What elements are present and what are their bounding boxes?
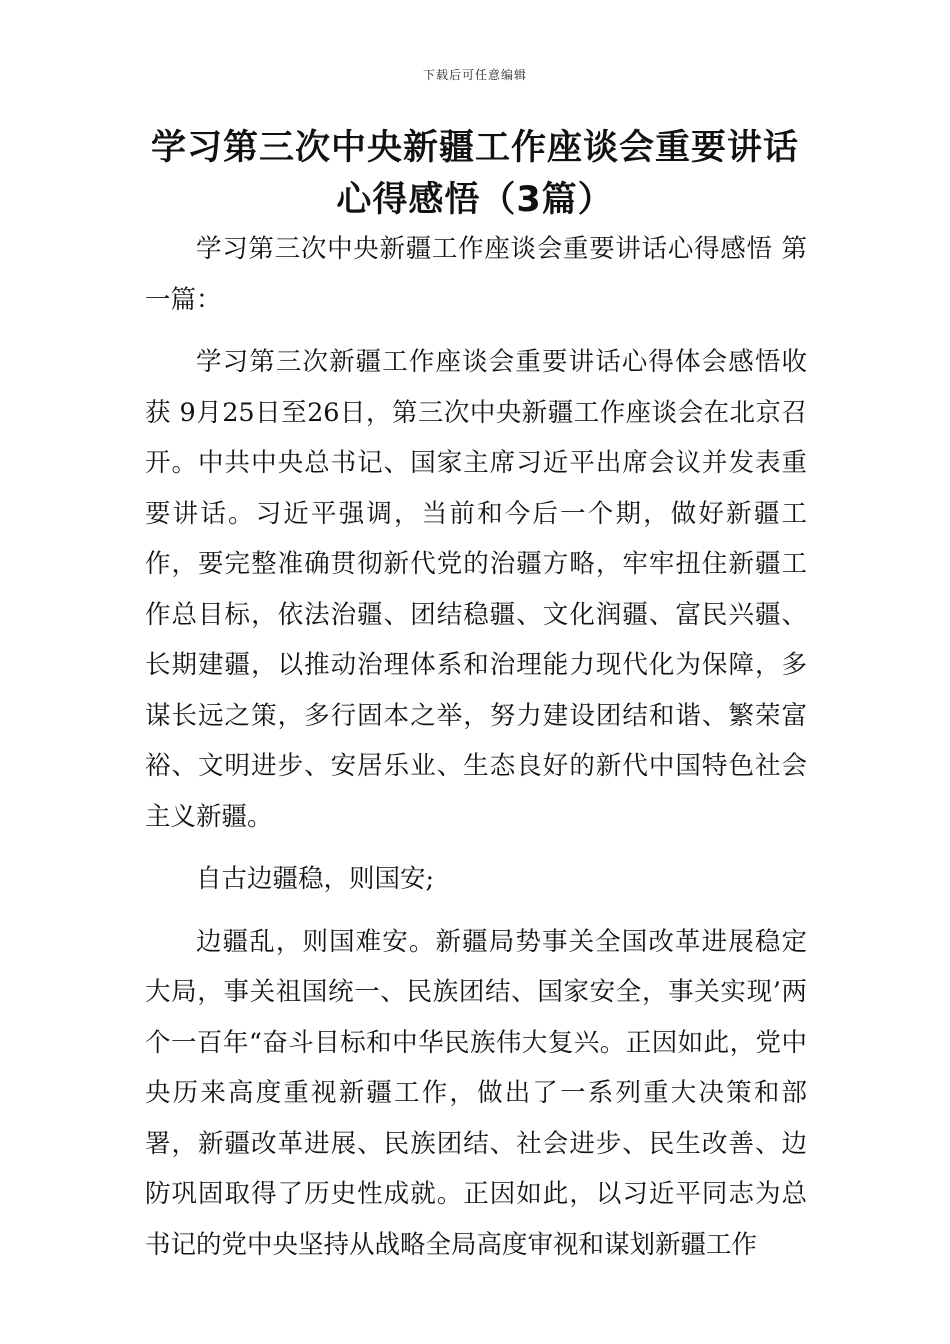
document-title <box>140 122 810 226</box>
title-line-1: 学习第三次中央新疆工作座谈会重要讲话 <box>150 128 799 168</box>
paragraph-short: 自古边疆稳，则国安; <box>196 864 435 894</box>
paragraph-main: 学习第三次新疆工作座谈会重要讲话心得体会感悟收获 9月25日至26日，第三次中央新疆工作座谈会在北京召开。中共中央总书记、国家主席习近平出席会议并发表重要讲话。习近平强调，当前和今后一个期，做好新疆工作，要完整准确贯彻新代党的治疆方略，牢牢扭住新疆工作总目标，依法治疆、团结稳疆、文化润疆、富民兴疆、长期建疆，以推动治理体系和治理能力现代化为保障，多谋长远之策，多行固本之举，努力建设团结和谐、繁荣富裕、文明进步、安居乐业、生态良好的新代中国特色社会主义新疆。 <box>145 347 807 832</box>
paragraph-intro: 学习第三次中央新疆工作座谈会重要讲话心得感悟 第一篇： <box>145 234 807 315</box>
document-body <box>145 224 807 1270</box>
header-note: 下载后可任意编辑 <box>422 68 527 82</box>
paragraph-continued: 边疆乱，则国难安。新疆局势事关全国改革进展稳定大局，事关祖国统一、民族团结、国家安全，事关实现’两个一百年“奋斗目标和中华民族伟大复兴。正因如此，党中央历来高度重视新疆工作，做出了一系列重大决策和部署，新疆改革进展、民族团结、社会进步、民生改善、边防巩固取得了历史性成就。正因如此，以习近平同志为总书记的党中央坚持从战略全局高度审视和谋划新疆工作 <box>145 926 807 1260</box>
title-line-2: 心得感悟（3篇） <box>336 180 614 220</box>
